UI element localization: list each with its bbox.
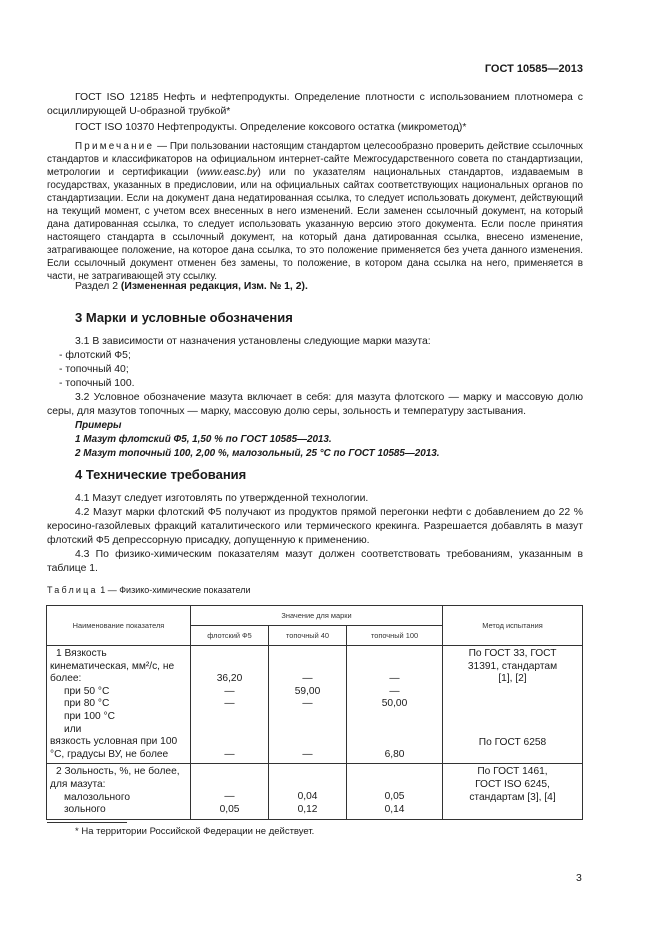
section2-change xyxy=(47,280,583,294)
caption-label: Таблица xyxy=(47,585,98,595)
para-3-2: 3.2 Условное обозначение мазута включает в себя: для мазута флотского — марку и массовую долю серы, для мазутов топочных — марку, массовую долю серы, зольность и температуру застывания. xyxy=(47,392,583,417)
section3-body xyxy=(47,335,583,461)
row-subname: зольного xyxy=(64,804,106,816)
normative-references xyxy=(47,91,583,135)
cell-method: По ГОСТ 6258 xyxy=(478,736,547,748)
example-item: 2 Мазут топочный 100, 2,00 %, малозольный, 25 °С по ГОСТ 10585—2013. xyxy=(75,448,440,459)
ref-code: ГОСТ ISO 10370 xyxy=(75,122,155,133)
cell-value: — xyxy=(389,673,400,684)
header-grade: флотский Ф5 xyxy=(191,626,269,646)
header-value-group: Значение для марки xyxy=(191,606,443,626)
ref-title: Нефтепродукты. Определение коксового остатка (микрометод)* xyxy=(157,122,467,133)
para-3-1: 3.1 В зависимости от назначения установлены следующие марки мазута: xyxy=(75,336,431,347)
grade-item: - топочный 100. xyxy=(59,378,135,389)
cell-method: По ГОСТ 33, ГОСТ 31391, стандартам [1], [2] xyxy=(467,648,558,685)
cell-value: 0,05 xyxy=(384,791,405,803)
cell-value: 36,20 xyxy=(216,673,243,684)
note-text-cont: ) или по указателям национальных стандартов, издаваемым в государствах, указанных в предисловии, или на официальных сайтах соответствующих национальных органов по стандартизации. Если на документ дана недатированная ссылка, то следует использовать документ, действующий на текущий момент, с учетом всех внесенных в него изменений. Если заменен ссылочный документ, на который дана датированная ссылка, то следует использовать указанную версию этого документа. Если после принятия настоящего стандарта в ссылочный документ, на который дана датированная ссылка, внесено изменение, затрагивающее положение, на которое дана ссылка, то это положение применяется без учета данного изменения. Если ссылочный документ отменен без замены, то положение, в котором дана ссылка на него, применяется в части, не затрагивающей эту ссылку. xyxy=(47,167,583,282)
cell-value: 50,00 xyxy=(381,698,408,710)
cell-value: — xyxy=(302,673,313,684)
reference-item xyxy=(47,121,583,135)
note-text: — При пользовании настоящим стандартом целесообразно проверить действие ссылочных стандартов и классификаторов на официальном интернет-сайте Межгосударственного совета по стандартизации, метрологии и сертификации ( xyxy=(47,141,583,178)
row-subname: вязкость условная при 100 °С, градусы ВУ, не более xyxy=(50,736,178,760)
row-subname: или xyxy=(64,723,82,735)
header-grade: топочный 100 xyxy=(347,626,443,646)
note-label: Примечание xyxy=(75,141,155,152)
cell-value: — xyxy=(302,698,313,710)
header-method: Метод испытания xyxy=(443,606,583,646)
easc-link[interactable]: www.easc.by xyxy=(199,167,258,178)
cell-value: 0,05 xyxy=(219,803,240,815)
cell-value: 0,14 xyxy=(384,803,405,815)
cell-method: По ГОСТ 1461, ГОСТ ISO 6245, стандартам [3], [4] xyxy=(469,766,556,803)
row-subname: при 80 °С xyxy=(64,698,110,710)
examples-label: Примеры xyxy=(75,420,122,431)
cell-value: 0,04 xyxy=(297,791,318,803)
para-4-3: 4.3 По физико-химическим показателям мазут должен соответствовать требованиям, указанным в таблице 1. xyxy=(47,549,583,574)
grade-item: - топочный 40; xyxy=(59,364,129,375)
row-subname: при 100 °С xyxy=(64,710,115,722)
page-number: 3 xyxy=(576,872,582,884)
cell-value: 0,12 xyxy=(297,803,318,815)
example-item: 1 Мазут флотский Ф5, 1,50 % по ГОСТ 10585—2013. xyxy=(75,434,332,445)
section4-heading: 4 Технические требования xyxy=(75,467,247,482)
cell-value: — xyxy=(302,748,313,760)
cell-value: 6,80 xyxy=(384,748,405,760)
cell-value: — xyxy=(224,791,235,803)
ref-code: ГОСТ ISO 12185 xyxy=(75,92,159,103)
cell-value: — xyxy=(224,698,235,710)
properties-table xyxy=(46,605,583,820)
row-name: 1 Вязкость кинематическая, мм²/с, не более: xyxy=(50,648,175,685)
section3-heading: 3 Марки и условные обозначения xyxy=(75,310,293,325)
table-caption xyxy=(47,585,583,595)
row-subname: малозольного xyxy=(64,791,130,803)
table-row xyxy=(47,646,583,764)
change-note: (Измененная редакция, Изм. № 1, 2). xyxy=(120,281,308,292)
para-4-2: 4.2 Мазут марки флотский Ф5 получают из продуктов прямой перегонки нефти с добавлением до 22 % керосино-газойлевых фракций каталитического или термического крекинга. Разрешается добавлять в мазут флотский Ф5 депрессорную присадку, допущенную к применению. xyxy=(47,507,583,546)
section4-body xyxy=(47,492,583,576)
header-name: Наименование показателя xyxy=(47,606,191,646)
footnote: * На территории Российской Федерации не действует. xyxy=(75,826,315,837)
cell-value: — xyxy=(224,748,235,760)
cell-value: 59,00 xyxy=(294,685,321,697)
change-prefix: Раздел 2 xyxy=(75,281,121,292)
ref-title: Нефть и нефтепродукты. Определение плотности с использованием плотномера с осциллирующей U-образной трубкой* xyxy=(47,92,583,117)
grade-item: - флотский Ф5; xyxy=(59,350,131,361)
header-grade: топочный 40 xyxy=(269,626,347,646)
reference-item xyxy=(47,91,583,119)
cell-value: — xyxy=(224,685,235,697)
caption-text: 1 — Физико-химические показатели xyxy=(97,585,251,595)
document-id: ГОСТ 10585—2013 xyxy=(484,63,583,75)
cell-value: — xyxy=(389,685,400,697)
row-subname: при 50 °С xyxy=(64,685,110,697)
row-name: 2 Зольность, %, не более, для мазута: xyxy=(50,766,180,790)
table-row xyxy=(47,764,583,819)
footnote-divider xyxy=(47,822,127,823)
note xyxy=(47,140,583,283)
para-4-1: 4.1 Мазут следует изготовлять по утвержденной технологии. xyxy=(75,493,369,504)
